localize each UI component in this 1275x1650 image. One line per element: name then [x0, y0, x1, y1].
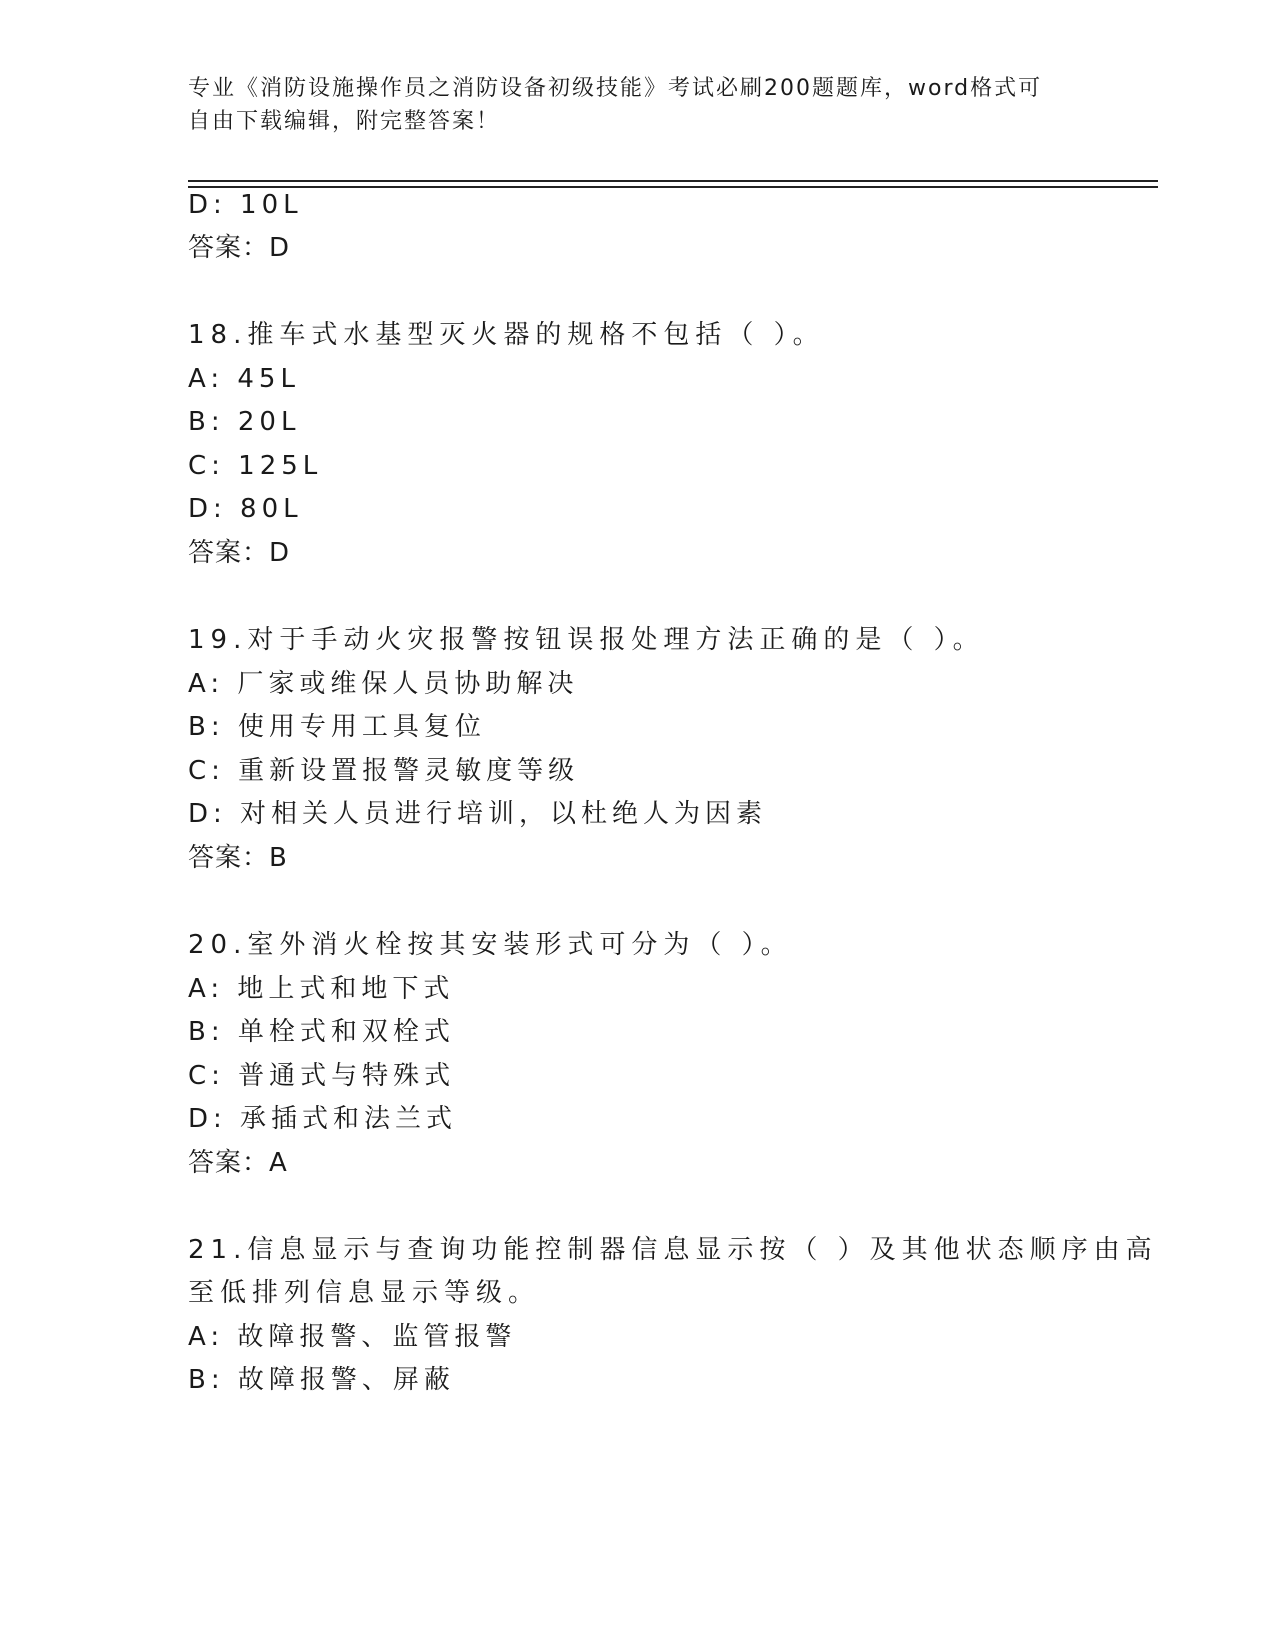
question-18-option-b: B: 20L — [188, 407, 301, 437]
header-line-1: 专业《消防设施操作员之消防设备初级技能》考试必刷200题题库，word格式可 — [188, 76, 1043, 101]
question-19-option-a: A: 厂家或维保人员协助解决 — [188, 669, 579, 699]
header-divider-top — [188, 180, 1158, 182]
question-19-option-c: C: 重新设置报警灵敏度等级 — [188, 756, 580, 786]
question-20-stem: 20.室外消火栓按其安装形式可分为（ ）。 — [188, 930, 793, 960]
question-18-stem: 18.推车式水基型灭火器的规格不包括（ ）。 — [188, 320, 825, 350]
option-d: D: 10L — [188, 190, 303, 220]
question-18-option-d: D: 80L — [188, 494, 303, 524]
header-line-2: 自由下载编辑，附完整答案！ — [188, 109, 501, 134]
question-20-option-d: D: 承插式和法兰式 — [188, 1104, 458, 1134]
question-20-option-a: A: 地上式和地下式 — [188, 974, 455, 1004]
question-21-option-a: A: 故障报警、监管报警 — [188, 1322, 517, 1352]
question-21-stem-line-1: 21.信息显示与查询功能控制器信息显示按（ ）及其他状态顺序由高 — [188, 1235, 1158, 1265]
question-21-option-b: B: 故障报警、屏蔽 — [188, 1365, 455, 1395]
question-21-stem-line-2: 至低排列信息显示等级。 — [188, 1278, 541, 1308]
question-19-answer: 答案：B — [188, 843, 288, 873]
answer-label: 答案：D — [188, 233, 291, 263]
question-18-option-a: A: 45L — [188, 364, 300, 394]
question-18-option-c: C: 125L — [188, 451, 323, 481]
document-header — [188, 72, 1088, 138]
question-19-stem: 19.对于手动火灾报警按钮误报处理方法正确的是（ ）。 — [188, 625, 985, 655]
question-20-option-b: B: 单栓式和双栓式 — [188, 1017, 455, 1047]
question-18-answer: 答案：D — [188, 538, 291, 568]
question-19-option-d: D: 对相关人员进行培训，以杜绝人为因素 — [188, 799, 768, 829]
question-20-answer: 答案：A — [188, 1148, 288, 1178]
question-20-option-c: C: 普通式与特殊式 — [188, 1061, 456, 1091]
header-divider-bottom — [188, 186, 1158, 188]
question-19-option-b: B: 使用专用工具复位 — [188, 712, 486, 742]
